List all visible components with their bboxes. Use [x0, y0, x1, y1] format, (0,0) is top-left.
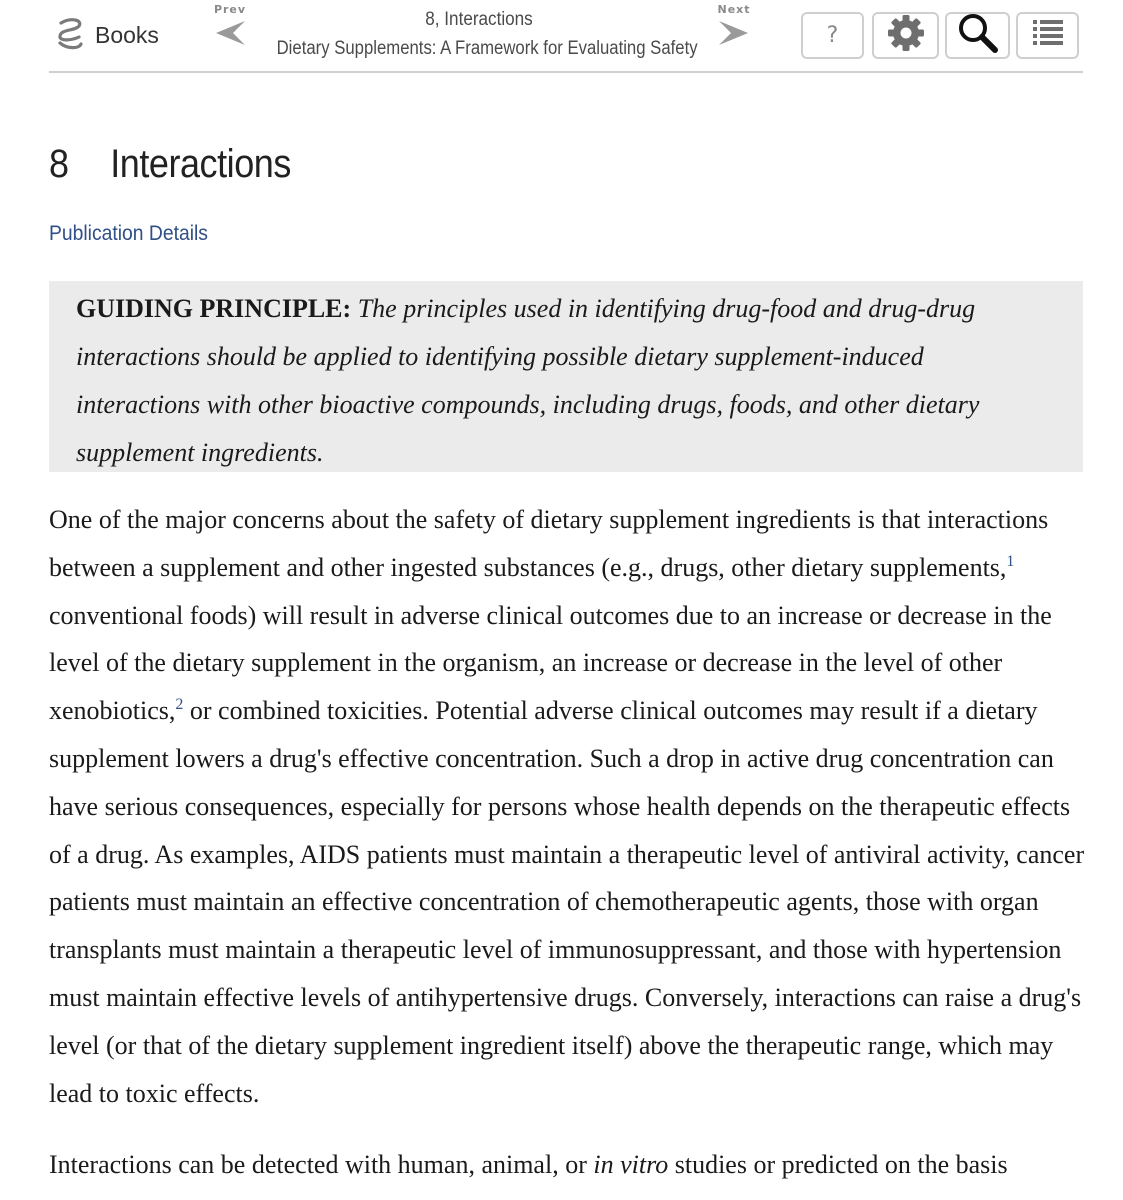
publication-details-link[interactable]: Publication Details [49, 222, 208, 245]
footnote-ref [1006, 553, 1014, 570]
settings-button[interactable] [872, 12, 939, 59]
paragraph-text: studies or predicted on the basis [668, 1150, 1008, 1179]
help-button[interactable] [801, 12, 864, 59]
books-home-link[interactable] [53, 16, 159, 54]
paragraph-text: or combined toxicities. Potential adverse clinical outcomes may result if a dietary supplement lowers a drug's effective concentration. Such a drop in active drug concentration can have serious consequences, especially for persons whose health depends on the therapeutic effects of a drug. As examples, AIDS patients must maintain a therapeutic level of antiviral activity, cancer patients must maintain an effective concentration of chemotherapeutic agents, those with organ transplants must maintain a therapeutic level of immunosuppressant, and those with hypertension must maintain effective levels of antihypertensive drugs. Conversely, interactions can raise a drug's level (or that of the dietary supplement ingredient itself) above the therapeutic range, which may lead to toxic effects. [49, 696, 1085, 1108]
breadcrumb-chapter: 8, Interactions [425, 9, 533, 30]
gear-icon [886, 13, 926, 58]
paragraph-text: conventional foods) will result in adverse clinical outcomes due to an increase or decrease in the level of the dietary supplement in the organism, an increase or decrease in the level of other xenobiotics, [49, 600, 1052, 726]
search-button[interactable] [945, 12, 1010, 59]
list-icon [1032, 17, 1064, 54]
bookshelf-logo-icon [53, 16, 87, 54]
breadcrumb [249, 6, 709, 64]
paragraph-italic-text: in vitro [593, 1150, 669, 1179]
chapter-title: Interactions [110, 142, 291, 186]
body-paragraph [49, 496, 1089, 1117]
arrow-right-icon [712, 18, 756, 48]
help-label: ? [826, 23, 839, 48]
magnifier-icon [956, 12, 1000, 59]
prev-label: Prev [213, 3, 247, 16]
guiding-principle-box [49, 281, 1083, 472]
footnote-ref [175, 696, 183, 713]
chapter-number: 8 [49, 142, 69, 186]
paragraph-text: One of the major concerns about the safety of dietary supplement ingredients is that interactions between a supplement and other ingested substances (e.g., drugs, other dietary supplements, [49, 505, 1049, 582]
books-label: Books [95, 21, 159, 48]
principle-label: GUIDING PRINCIPLE: [76, 294, 352, 323]
footnote-link-2[interactable]: 2 [175, 696, 184, 714]
page-title [49, 142, 291, 187]
next-label: Next [717, 3, 751, 16]
breadcrumb-book-title[interactable]: Dietary Supplements: A Framework for Evaluating Safety [276, 38, 698, 59]
footnote-link-1[interactable]: 1 [1006, 552, 1015, 570]
prev-page-button[interactable] [208, 4, 252, 52]
principle-text: The principles used in identifying drug-food and drug-drug interactions should be applied to identifying possible dietary supplement-induced interactions with other bioactive compounds, including drugs, foods, and other dietary supplement ingredients. [76, 294, 980, 467]
next-page-button[interactable] [712, 4, 756, 52]
table-of-contents-button[interactable] [1016, 12, 1079, 59]
paragraph-text: Interactions can be detected with human, animal, or [49, 1150, 594, 1179]
top-navigation-bar [49, 0, 1083, 73]
arrow-left-icon [208, 18, 252, 48]
body-paragraph [49, 1141, 1089, 1189]
